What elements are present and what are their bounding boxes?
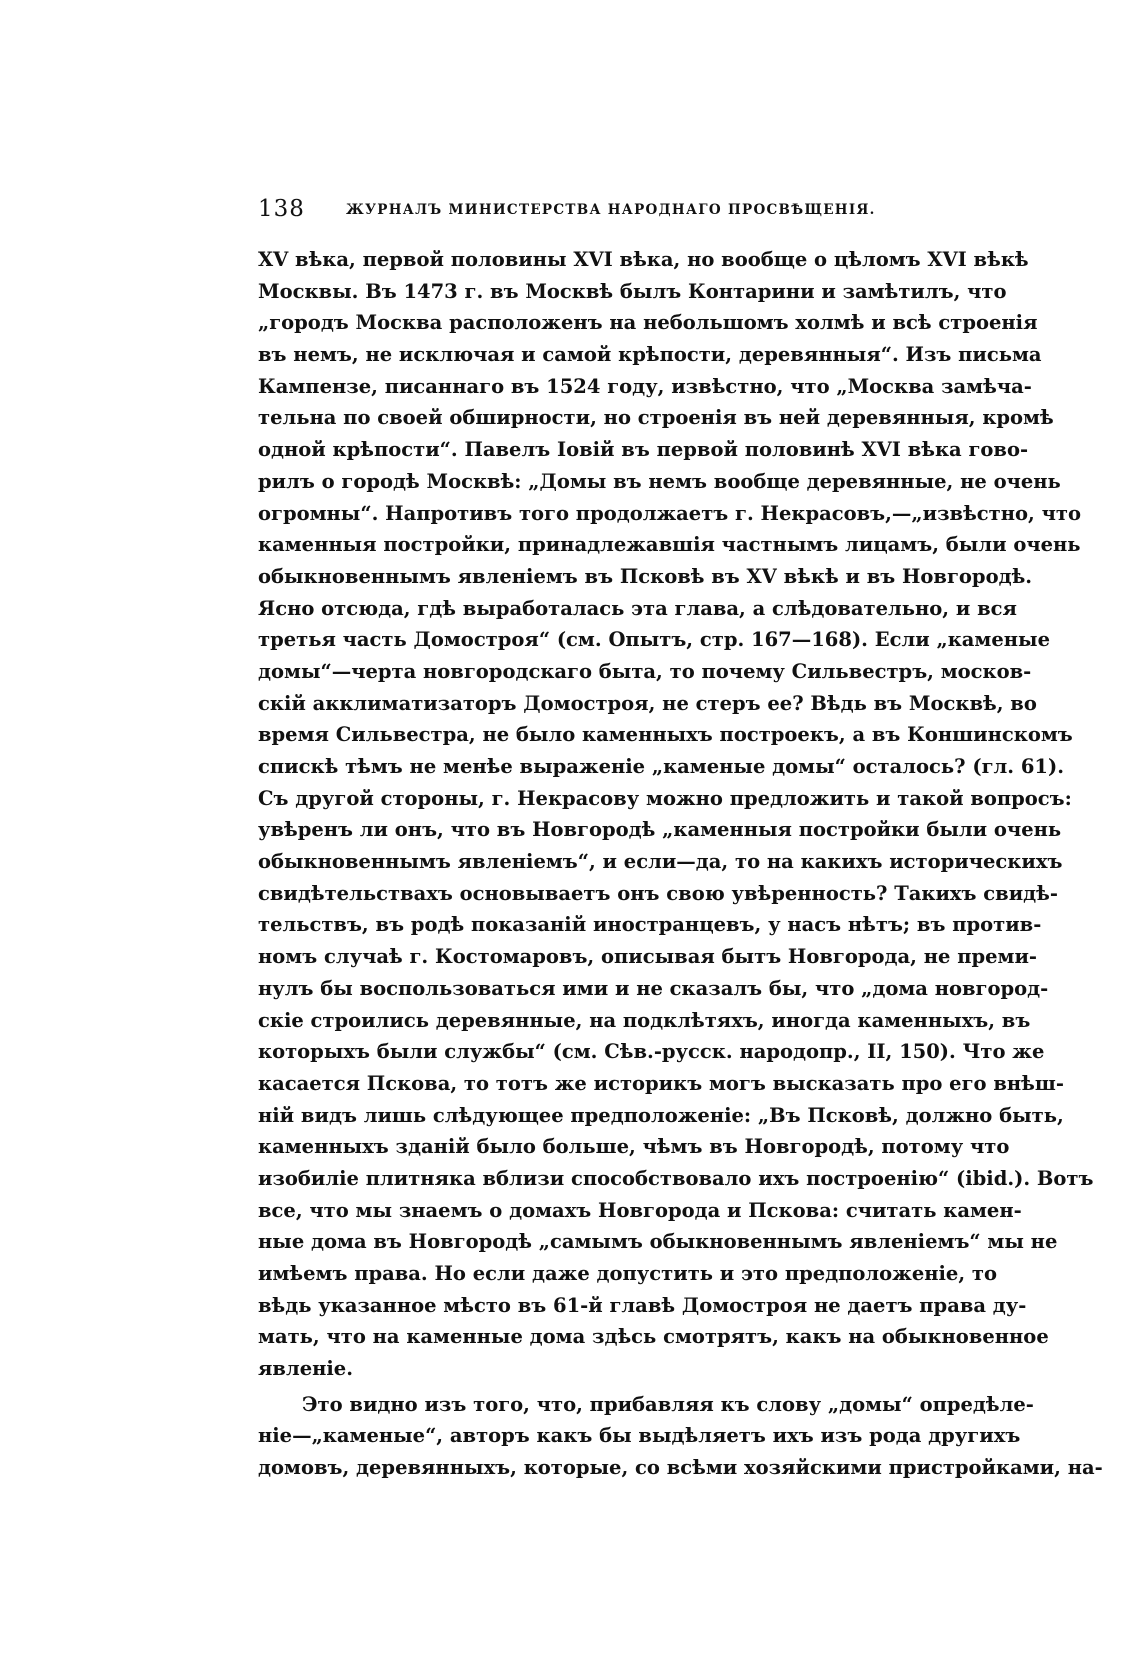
text-line: рилъ о городѣ Москвѣ: „Домы въ немъ вообще деревянные, не очень [258, 469, 1061, 493]
text-line: ніе—„каменые“, авторъ какъ бы выдѣляетъ ихъ изъ рода другихъ [258, 1424, 1021, 1448]
text-line: Кампензе, писаннаго въ 1524 году, извѣстно, что „Москва замѣча- [258, 374, 1032, 398]
paragraph [258, 244, 1094, 1385]
text-line: въ немъ, не исключая и самой крѣпости, деревянныя“. Изъ письма [258, 343, 1042, 367]
text-line: скій акклиматизаторъ Домостроя, не стеръ ее? Вѣдь въ Москвѣ, во [258, 691, 1037, 715]
text-line: обыкновеннымъ явленіемъ“, и если—да, то на какихъ историческихъ [258, 850, 1063, 874]
text-line: тельна по своей обширности, но строенія въ ней деревянныя, кромѣ [258, 406, 1054, 430]
page-number: 138 [258, 196, 305, 222]
book-page [258, 196, 1103, 1484]
text-line: все, что мы знаемъ о домахъ Новгорода и Пскова: считать камен- [258, 1198, 1022, 1222]
paragraph [258, 1389, 1103, 1484]
text-line: которыхъ были службы“ (см. Сѣв.-русск. народопр., II, 150). Что же [258, 1040, 1045, 1064]
text-line: XV вѣка, первой половины XVI вѣка, но вообще о цѣломъ XVI вѣкѣ [258, 248, 1029, 271]
text-line: время Сильвестра, не было каменныхъ построекъ, а въ Коншинскомъ [258, 723, 1073, 747]
text-line: скіе строились деревянные, на подклѣтяхъ, иногда каменныхъ, въ [258, 1008, 1031, 1032]
text-line: домовъ, деревянныхъ, которые, со всѣми хозяйскими пристройками, на- [258, 1456, 1103, 1480]
text-line: Это видно изъ того, что, прибавляя къ слову „домы“ опредѣле- [302, 1392, 1034, 1416]
text-line: ные дома въ Новгородѣ „самымъ обыкновеннымъ явленіемъ“ мы не [258, 1230, 1058, 1254]
text-line: одной крѣпости“. Павелъ Іовій въ первой половинѣ XVI вѣка гово- [258, 438, 1029, 462]
text-line: огромны“. Напротивъ того продолжаетъ г. Некрасовъ,—„извѣстно, что [258, 501, 1081, 525]
text-line: свидѣтельствахъ основываетъ онъ свою увѣренность? Такихъ свидѣ- [258, 881, 1058, 905]
text-line: явленіе. [258, 1357, 353, 1381]
text-line: третья часть Домостроя“ (см. Опытъ, стр. 167—168). Если „каменые [258, 628, 1050, 652]
text-line: Съ другой стороны, г. Некрасову можно предложить и такой вопросъ: [258, 786, 1072, 810]
text-line: Москвы. Въ 1473 г. въ Москвѣ былъ Контарини и замѣтилъ, что [258, 279, 1007, 303]
text-line: мать, что на каменные дома здѣсь смотрятъ, какъ на обыкновенное [258, 1325, 1049, 1349]
text-line: тельствъ, въ родѣ показаній иностранцевъ, у насъ нѣтъ; въ против- [258, 913, 1042, 937]
text-body [258, 244, 1103, 1484]
text-line: ній видъ лишь слѣдующее предположеніе: „Въ Псковѣ, должно быть, [258, 1103, 1064, 1127]
text-line: увѣренъ ли онъ, что въ Новгородѣ „каменныя постройки были очень [258, 818, 1062, 842]
text-line: вѣдь указанное мѣсто въ 61-й главѣ Домостроя не даетъ права ду- [258, 1293, 1027, 1317]
text-line: касается Пскова, то тотъ же историкъ могъ высказать про его внѣш- [258, 1071, 1064, 1095]
text-line: каменныхъ зданій было больше, чѣмъ въ Новгородѣ, потому что [258, 1135, 1010, 1159]
text-line: „городъ Москва расположенъ на небольшомъ холмѣ и всѣ строенія [258, 311, 1038, 335]
text-line: изобиліе плитняка вблизи способствовало ихъ построенію“ (ibid.). Вотъ [258, 1166, 1094, 1190]
text-line: каменныя постройки, принадлежавшія частнымъ лицамъ, были очень [258, 533, 1081, 557]
text-line: домы“—черта новгородскаго быта, то почему Сильвестръ, москов- [258, 659, 1032, 683]
text-line: нулъ бы воспользоваться ими и не сказалъ бы, что „дома новгород- [258, 976, 1049, 1000]
text-line: Ясно отсюда, гдѣ выработалась эта глава, а слѣдовательно, и вся [258, 596, 1017, 620]
text-line: номъ случаѣ г. Костомаровъ, описывая бытъ Новгорода, не преми- [258, 945, 1038, 969]
text-line: обыкновеннымъ явленіемъ въ Псковѣ въ XV вѣкѣ и въ Новгородѣ. [258, 564, 1033, 588]
journal-title: ЖУРНАЛЪ МИНИСТЕРСТВА НАРОДНАГО ПРОСВѢЩЕНІЯ. [346, 202, 876, 218]
text-line: имѣемъ права. Но если даже допустить и это предположеніе, то [258, 1262, 998, 1285]
text-line: спискѣ тѣмъ не менѣе выраженіе „каменые домы“ осталось? (гл. 61). [258, 755, 1064, 778]
running-head [258, 196, 993, 230]
